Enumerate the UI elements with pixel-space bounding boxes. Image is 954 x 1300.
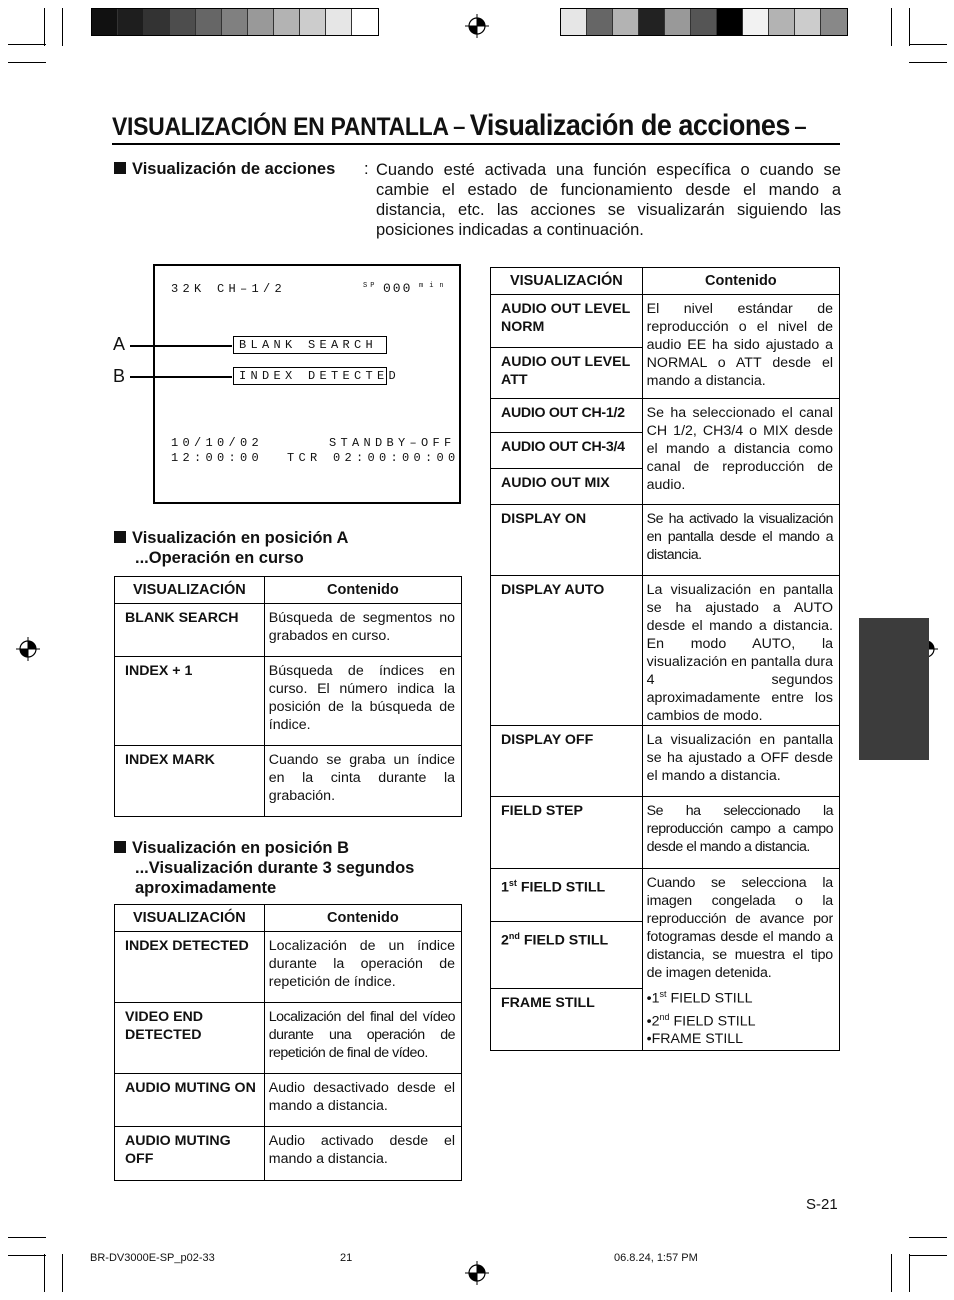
registration-mark-icon <box>465 1261 489 1285</box>
crop-mark <box>909 44 947 45</box>
intro-heading <box>114 160 335 179</box>
display-name-cell <box>491 869 643 922</box>
bullet-text: FIELD STILL <box>666 990 753 1007</box>
description-cell: Búsqueda de segmentos no grabados en curso. <box>264 604 461 657</box>
section-a-title: Visualización en posición A <box>132 529 349 547</box>
table-row <box>491 399 840 433</box>
description-cell: Cuando se graba un índice en la cinta durante la grabación. <box>264 746 461 817</box>
bullet-prefix: •1 <box>646 990 660 1007</box>
screen-time: 12:00:00 <box>171 451 264 465</box>
crop-mark <box>8 1255 46 1256</box>
bullet-text: FIELD STILL <box>669 1013 756 1030</box>
table-row <box>491 869 840 922</box>
table-row <box>115 1127 462 1181</box>
color-swatch <box>92 9 118 35</box>
square-bullet-icon <box>114 841 126 853</box>
table-row <box>491 726 840 797</box>
display-actions-table <box>490 267 840 1051</box>
color-swatch <box>170 9 196 35</box>
screen-position-b-box: INDEX DETECTED <box>233 367 387 385</box>
square-bullet-icon <box>114 531 126 543</box>
table-row <box>115 932 462 1003</box>
table-header-row <box>115 577 462 604</box>
color-swatch <box>274 9 300 35</box>
crop-mark <box>909 1237 947 1238</box>
crop-mark <box>909 1255 947 1256</box>
table-row <box>491 797 840 869</box>
table-row <box>115 746 462 817</box>
color-swatch <box>326 9 352 35</box>
bullet-item: •FRAME STILL <box>646 1031 744 1048</box>
section-a-subtitle: ...Operación en curso <box>135 549 304 567</box>
key-rest: FIELD STILL <box>516 879 606 896</box>
display-name-cell: AUDIO OUT CH-1/2 <box>491 399 643 433</box>
description-cell: La visualización en pantalla se ha ajustado a AUTO desde el mando a distancia. En modo AUTO, la visualización en pantalla dura 4 segundos aproximadamente entre los cambios de modo. <box>642 576 839 726</box>
description-cell: Se ha seleccionado la reproducción campo a campo desde el mando a distancia. <box>642 797 839 869</box>
registration-mark-icon <box>16 637 40 661</box>
intro-paragraph: Cuando esté activada una función específica o cuando se cambie el estado de funcionamiento desde el mando a distancia, etc. las acciones se visualizarán siguiendo las posiciones indicadas a continuación. <box>376 161 841 239</box>
intro-colon: : <box>364 160 369 178</box>
color-swatch <box>639 9 665 35</box>
color-swatch <box>561 9 587 35</box>
color-swatch <box>222 9 248 35</box>
screen-status: STANDBY–OFF <box>329 436 456 450</box>
page-title <box>112 110 840 145</box>
footer-date: 06.8.24, 1:57 PM <box>614 1252 698 1264</box>
color-swatch <box>613 9 639 35</box>
description-cell <box>642 869 839 1051</box>
screen-display-diagram <box>153 264 461 504</box>
screen-audio-channel: 32K CH–1/2 <box>171 282 287 296</box>
description-cell: Audio desactivado desde el mando a distancia. <box>264 1074 461 1127</box>
color-swatch <box>665 9 691 35</box>
color-swatch <box>717 9 743 35</box>
display-name-cell: DISPLAY AUTO <box>491 576 643 726</box>
square-bullet-icon <box>114 162 126 174</box>
screen-counter: 000 <box>383 281 413 296</box>
color-swatch <box>587 9 613 35</box>
table-header-row <box>491 268 840 295</box>
callout-b: B <box>113 366 126 386</box>
title-sub: Visualización de acciones <box>469 108 790 142</box>
display-name-cell: BLANK SEARCH <box>115 604 265 657</box>
color-swatch <box>300 9 326 35</box>
table-row <box>115 604 462 657</box>
screen-position-a-box: BLANK SEARCH <box>233 336 387 354</box>
ordinal-suffix: st <box>508 878 517 888</box>
display-name-cell: INDEX + 1 <box>115 657 265 746</box>
key-rest: FIELD STILL <box>519 932 609 949</box>
section-a-heading <box>114 528 348 568</box>
color-swatch <box>769 9 795 35</box>
crop-mark <box>62 8 63 46</box>
display-name-cell <box>491 922 643 989</box>
color-swatch <box>248 9 274 35</box>
callout-a: A <box>113 334 126 354</box>
table-header-cell: Contenido <box>264 905 461 932</box>
screen-sp-label: SP <box>363 282 378 290</box>
crop-mark <box>909 1254 910 1292</box>
display-name-cell: INDEX DETECTED <box>115 932 265 1003</box>
section-side-tab <box>859 618 929 760</box>
key-number: 2 <box>501 932 509 949</box>
screen-date: 10/10/02 <box>171 436 264 450</box>
color-swatch <box>144 9 170 35</box>
table-row <box>491 295 840 348</box>
description-cell: Localización de un índice durante la operación de repetición de índice. <box>264 932 461 1003</box>
bullet-item <box>647 1008 833 1031</box>
title-main: VISUALIZACIÓN EN PANTALLA <box>112 111 449 141</box>
table-header-cell: VISUALIZACIÓN <box>491 268 643 295</box>
description-text: Cuando se selecciona la imagen congelada o la reproducción de avance por fotogramas desde el mando a distancia, se muestra el tipo de imagen detenida. <box>646 875 833 981</box>
bullet-prefix: •2 <box>646 1013 660 1030</box>
color-swatch <box>821 9 847 35</box>
section-b-subtitle-cont: aproximadamente <box>135 879 277 897</box>
display-name-cell: INDEX MARK <box>115 746 265 817</box>
display-name-cell: AUDIO OUT LEVEL NORM <box>491 295 643 348</box>
table-row <box>115 1003 462 1074</box>
display-name-cell: AUDIO MUTING OFF <box>115 1127 265 1181</box>
crop-mark <box>909 62 947 63</box>
crop-mark <box>891 8 892 46</box>
display-name-cell: AUDIO OUT CH-3/4 <box>491 433 643 469</box>
print-color-bar-left <box>91 8 379 36</box>
table-header-cell: Contenido <box>264 577 461 604</box>
section-b-title: Visualización en posición B <box>132 839 349 857</box>
color-swatch <box>196 9 222 35</box>
registration-mark-icon <box>465 14 489 38</box>
color-swatch <box>691 9 717 35</box>
color-swatch <box>743 9 769 35</box>
color-swatch <box>118 9 144 35</box>
table-header-cell: VISUALIZACIÓN <box>115 577 265 604</box>
ordinal-suffix: nd <box>659 1011 670 1022</box>
ordinal-suffix: st <box>659 989 667 999</box>
display-name-cell: FIELD STEP <box>491 797 643 869</box>
display-name-cell: AUDIO MUTING ON <box>115 1074 265 1127</box>
footer-filename: BR-DV3000E-SP_p02-33 <box>90 1252 215 1264</box>
display-name-cell: AUDIO OUT LEVEL ATT <box>491 348 643 399</box>
description-cell: Búsqueda de índices en curso. El número indica la posición de la búsqueda de índice. <box>264 657 461 746</box>
display-name-cell: DISPLAY OFF <box>491 726 643 797</box>
key-number: 1 <box>501 879 509 896</box>
crop-mark <box>62 1254 63 1292</box>
title-dash: – <box>794 114 807 139</box>
display-name-cell: DISPLAY ON <box>491 505 643 576</box>
color-swatch <box>795 9 821 35</box>
screen-min-label: min <box>419 282 450 290</box>
crop-mark <box>8 44 46 45</box>
crop-mark <box>8 62 46 63</box>
callout-a-line <box>130 345 232 347</box>
bullet-item <box>647 985 833 1008</box>
title-dash: – <box>453 114 466 139</box>
page-number: S-21 <box>806 1196 838 1213</box>
section-b-heading <box>114 838 414 898</box>
description-cell: El nivel estándar de reproducción o el nivel de audio EE ha sido ajustado a NORMAL o ATT desde el mando a distancia. <box>642 295 839 399</box>
section-b-table <box>114 904 462 1181</box>
table-header-cell: Contenido <box>642 268 839 295</box>
table-row <box>115 657 462 746</box>
print-color-bar-right <box>560 8 848 36</box>
section-a-table <box>114 576 462 817</box>
table-row <box>491 505 840 576</box>
table-row <box>115 1074 462 1127</box>
description-cell: Se ha seleccionado el canal CH 1/2, CH3/4 o MIX desde el mando a distancia como canal de reproducción de audio. <box>642 399 839 505</box>
display-name-cell: FRAME STILL <box>491 989 643 1051</box>
description-cell: La visualización en pantalla se ha ajustado a OFF desde el mando a distancia. <box>642 726 839 797</box>
crop-mark <box>891 1254 892 1292</box>
description-cell: Localización del final del vídeo durante una operación de repetición de final de vídeo. <box>264 1003 461 1074</box>
table-row <box>491 576 840 726</box>
display-name-cell: AUDIO OUT MIX <box>491 469 643 505</box>
ordinal-suffix: nd <box>508 931 520 941</box>
crop-mark <box>909 8 910 46</box>
crop-mark <box>44 1254 45 1292</box>
crop-mark <box>8 1237 46 1238</box>
section-b-subtitle: ...Visualización durante 3 segundos <box>135 859 415 877</box>
description-cell: Audio activado desde el mando a distancia. <box>264 1127 461 1181</box>
display-name-cell: VIDEO END DETECTED <box>115 1003 265 1074</box>
description-cell: Se ha activado la visualización en pantalla desde el mando a distancia. <box>642 505 839 576</box>
table-header-cell: VISUALIZACIÓN <box>115 905 265 932</box>
table-header-row <box>115 905 462 932</box>
color-swatch <box>352 9 378 35</box>
intro-heading-text: Visualización de acciones <box>132 160 336 178</box>
callout-b-line <box>130 376 232 378</box>
crop-mark <box>44 8 45 46</box>
footer-page: 21 <box>340 1252 353 1264</box>
screen-timecode: TCR 02:00:00:00 <box>287 451 460 465</box>
